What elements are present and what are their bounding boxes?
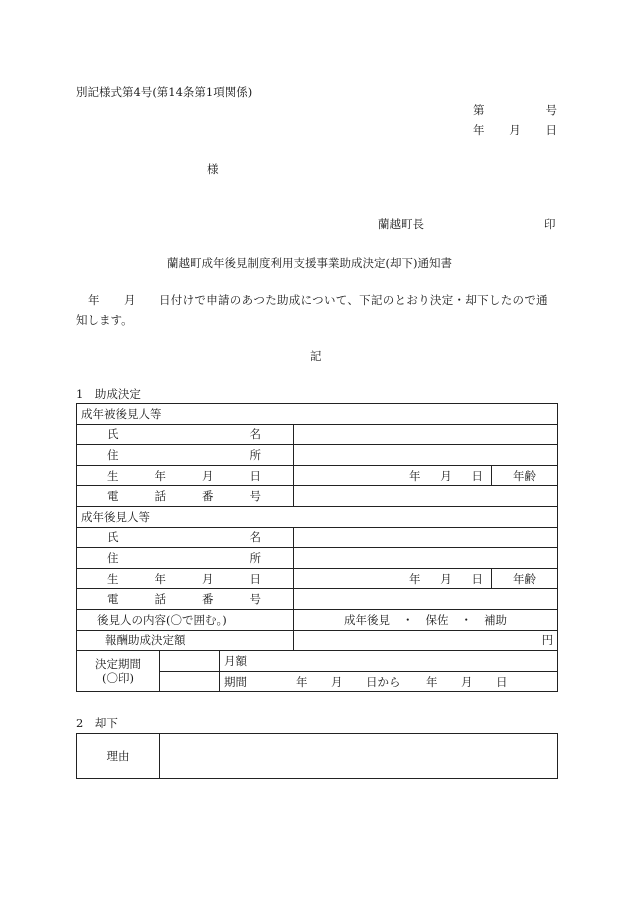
- body-line-2: 知します。: [76, 313, 133, 327]
- term-row: 期間 年 月 日から 年 月 日: [220, 671, 558, 692]
- guardian-content-options: 成年後見 ・ 保佐 ・ 補助: [294, 609, 558, 630]
- term-label: 期間: [224, 674, 247, 689]
- body-year: 年: [88, 293, 100, 307]
- guardian-birthdate-label: 生 年 月 日: [77, 568, 294, 589]
- guardian-address-value: [294, 548, 558, 569]
- monthly-label: 月額: [220, 651, 558, 672]
- ward-age-label: 年齢: [492, 465, 558, 486]
- guardian-phone-value: [294, 589, 558, 610]
- guardian-name-value: [294, 527, 558, 548]
- guardian-age-label: 年齢: [492, 568, 558, 589]
- reason-label: 理由: [77, 734, 160, 779]
- amount-unit: 円: [294, 630, 558, 651]
- ward-group-header: 成年被後見人等: [77, 404, 558, 425]
- sender-title: 蘭越町長: [378, 217, 424, 231]
- ward-address-label: 住 所: [77, 445, 294, 466]
- body-line-1: 日付けで申請のあつた助成について、下記のとおり決定・却下したので通: [159, 293, 548, 307]
- seal-mark: 印: [544, 217, 556, 231]
- ward-name-value: [294, 424, 558, 445]
- monthly-mark-cell: [160, 651, 220, 672]
- ward-birthdate-label: 生 年 月 日: [77, 465, 294, 486]
- guardian-address-label: 住 所: [77, 548, 294, 569]
- form-number-label: 別記様式第4号(第14条第1項関係): [76, 85, 253, 99]
- section-1-heading: 1 助成決定: [76, 387, 141, 401]
- guardian-group-header: 成年後見人等: [77, 506, 558, 527]
- ward-phone-value: [294, 486, 558, 507]
- section-2-heading: 2 却下: [76, 716, 118, 730]
- document-title: 蘭越町成年後見制度利用支援事業助成決定(却下)通知書: [167, 256, 452, 270]
- number-prefix: 第: [473, 103, 485, 117]
- date-day: 日: [545, 123, 557, 137]
- number-suffix: 号: [545, 103, 557, 117]
- ward-name-label: 氏 名: [77, 424, 294, 445]
- amount-label: 報酬助成決定額: [77, 630, 294, 651]
- ward-address-value: [294, 445, 558, 466]
- addressee-honorific: 様: [207, 162, 219, 176]
- term-mark-cell: [160, 671, 220, 692]
- guardian-birthdate-value: 年 月 日: [294, 568, 492, 589]
- date-year: 年: [473, 123, 485, 137]
- period-label: 決定期間 (〇印): [77, 651, 160, 692]
- body-month: 月: [124, 293, 136, 307]
- rejection-table: [76, 733, 558, 779]
- guardian-phone-label: 電 話 番 号: [77, 589, 294, 610]
- document-number: [473, 103, 557, 117]
- ward-phone-label: 電 話 番 号: [77, 486, 294, 507]
- reason-value: [160, 734, 558, 779]
- document-date: [473, 123, 557, 137]
- guardian-name-label: 氏 名: [77, 527, 294, 548]
- guardian-content-label: 後見人の内容(〇で囲む。): [77, 609, 294, 630]
- ki-heading: 記: [310, 349, 322, 363]
- decision-table: [76, 403, 558, 692]
- ward-birthdate-value: 年 月 日: [294, 465, 492, 486]
- date-month: 月: [509, 123, 521, 137]
